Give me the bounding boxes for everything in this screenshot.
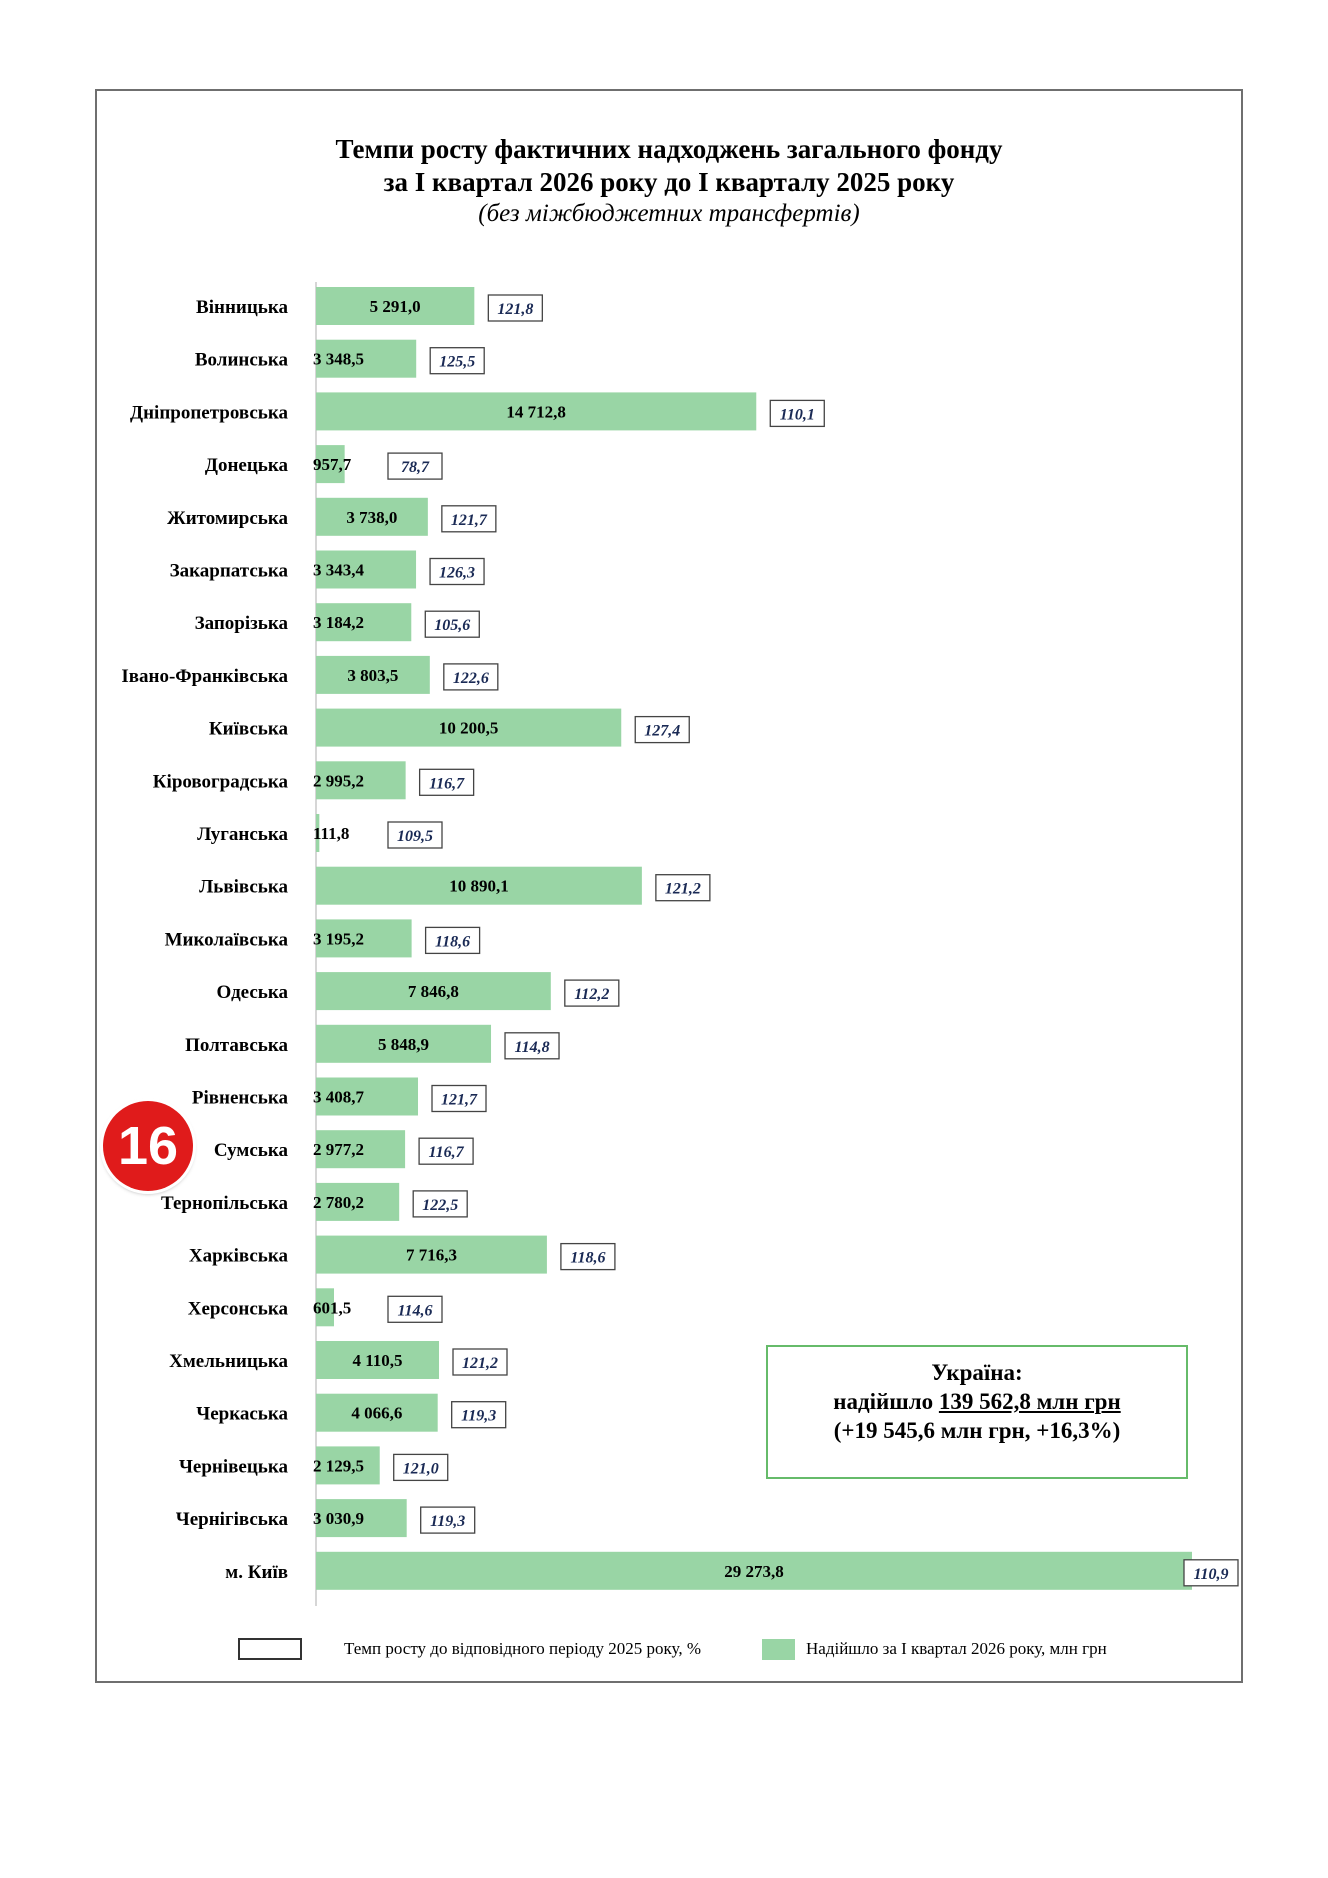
- value-label: 7 716,3: [405, 1245, 457, 1265]
- category-label: Житомирська: [166, 507, 288, 529]
- category-label: Донецька: [204, 455, 288, 477]
- category-label: Сумська: [213, 1140, 288, 1162]
- value-label: 3 348,5: [313, 349, 364, 369]
- value-label: 957,7: [313, 455, 352, 475]
- legend-rate-swatch: [238, 1638, 302, 1660]
- value-label: 10 890,1: [449, 876, 509, 896]
- category-label: Одеська: [216, 982, 288, 1004]
- category-label: Івано-Франківська: [121, 665, 288, 687]
- rate-label: 78,7: [401, 459, 429, 477]
- category-label: Луганська: [197, 824, 288, 845]
- value-label: 2 995,2: [313, 771, 364, 791]
- value-label: 111,8: [313, 824, 350, 843]
- value-label: 3 030,9: [313, 1509, 364, 1529]
- rate-label: 116,7: [429, 775, 465, 793]
- rate-label: 121,2: [664, 880, 701, 898]
- legend-value-swatch: [762, 1639, 795, 1660]
- value-label: 3 184,2: [313, 613, 364, 633]
- value-label: 29 273,8: [724, 1561, 784, 1581]
- ukraine-summary-box: [766, 1345, 1188, 1479]
- value-label: 5 848,9: [378, 1034, 430, 1054]
- value-label: 3 803,5: [347, 665, 399, 685]
- summary-total-line: [768, 1387, 1186, 1416]
- rate-label: 121,8: [497, 301, 534, 318]
- rate-label: 118,6: [570, 1249, 606, 1267]
- value-label: 3 738,0: [346, 507, 398, 527]
- rate-label: 121,7: [441, 1091, 478, 1109]
- rate-label: 109,5: [397, 828, 433, 845]
- rate-label: 122,6: [452, 669, 489, 687]
- category-label: Закарпатська: [169, 560, 288, 582]
- category-label: Кіровоградська: [152, 771, 288, 793]
- category-label: Дніпропетровська: [130, 402, 288, 424]
- rate-label: 126,3: [439, 564, 476, 582]
- summary-total-prefix: надійшло: [833, 1389, 934, 1414]
- rate-label: 116,7: [428, 1144, 464, 1162]
- category-label: Рівненська: [191, 1087, 288, 1109]
- rate-label: 121,0: [402, 1460, 439, 1478]
- category-label: Полтавська: [185, 1034, 288, 1056]
- rate-label: 127,4: [644, 722, 681, 740]
- legend-rate-label: Темп росту до відповідного періоду 2025 року, %: [344, 1639, 702, 1658]
- value-label: 4 066,6: [351, 1403, 403, 1423]
- category-label: Львівська: [199, 876, 288, 898]
- value-label: 3 343,4: [313, 560, 364, 580]
- value-label: 3 195,2: [313, 929, 364, 949]
- value-label: 2 129,5: [313, 1456, 364, 1476]
- rate-label: 112,2: [574, 986, 610, 1004]
- value-label: 10 200,5: [438, 718, 499, 738]
- rate-label: 119,3: [430, 1513, 466, 1531]
- rate-label: 110,9: [1193, 1565, 1229, 1583]
- chart-title-line1: Темпи росту фактичних надходжень загального фонду: [335, 134, 1003, 164]
- category-label: Хмельницька: [169, 1351, 288, 1372]
- value-label: 3 408,7: [313, 1087, 364, 1107]
- category-label: Чернігівська: [175, 1509, 288, 1531]
- rate-label: 119,3: [461, 1407, 497, 1425]
- summary-total-amount: 139 562,8 млн грн: [938, 1389, 1121, 1414]
- value-label: 601,5: [313, 1298, 352, 1318]
- category-label: Харківська: [188, 1245, 288, 1267]
- value-label: 7 846,8: [407, 982, 459, 1002]
- value-label: 2 977,2: [313, 1140, 364, 1160]
- category-label: Чернівецька: [178, 1456, 288, 1478]
- rate-label: 125,5: [439, 353, 476, 371]
- rate-label: 122,5: [422, 1196, 459, 1214]
- legend-value-label: Надійшло за I квартал 2026 року, млн грн: [806, 1639, 1107, 1658]
- value-label: 5 291,0: [369, 297, 421, 316]
- value-label: 4 110,5: [352, 1351, 403, 1370]
- category-label: Черкаська: [196, 1403, 288, 1425]
- page-number-badge: 16: [103, 1101, 193, 1191]
- category-label: Київська: [208, 718, 288, 740]
- category-label: м. Київ: [225, 1561, 288, 1583]
- category-label: Миколаївська: [164, 929, 288, 951]
- category-label: Волинська: [194, 349, 288, 371]
- chart-subtitle: (без міжбюджетних трансфертів): [478, 200, 860, 227]
- rate-label: 114,8: [514, 1038, 550, 1056]
- category-label: Вінницька: [196, 297, 288, 318]
- rate-label: 110,1: [779, 406, 815, 424]
- rate-label: 114,6: [397, 1302, 433, 1320]
- chart-title-line2: за I квартал 2026 року до I кварталу 2025 року: [383, 167, 955, 197]
- rate-label: 121,2: [462, 1355, 499, 1372]
- category-label: Тернопільська: [161, 1192, 288, 1214]
- value-label: 2 780,2: [313, 1192, 364, 1212]
- rate-label: 121,7: [450, 511, 487, 529]
- value-label: 14 712,8: [506, 402, 566, 422]
- rate-label: 118,6: [435, 933, 471, 951]
- category-label: Запорізька: [194, 613, 288, 635]
- summary-growth: (+19 545,6 млн грн, +16,3%): [833, 1418, 1121, 1443]
- rate-label: 105,6: [434, 617, 471, 635]
- summary-country: Україна:: [931, 1360, 1023, 1385]
- category-label: Херсонська: [187, 1298, 288, 1320]
